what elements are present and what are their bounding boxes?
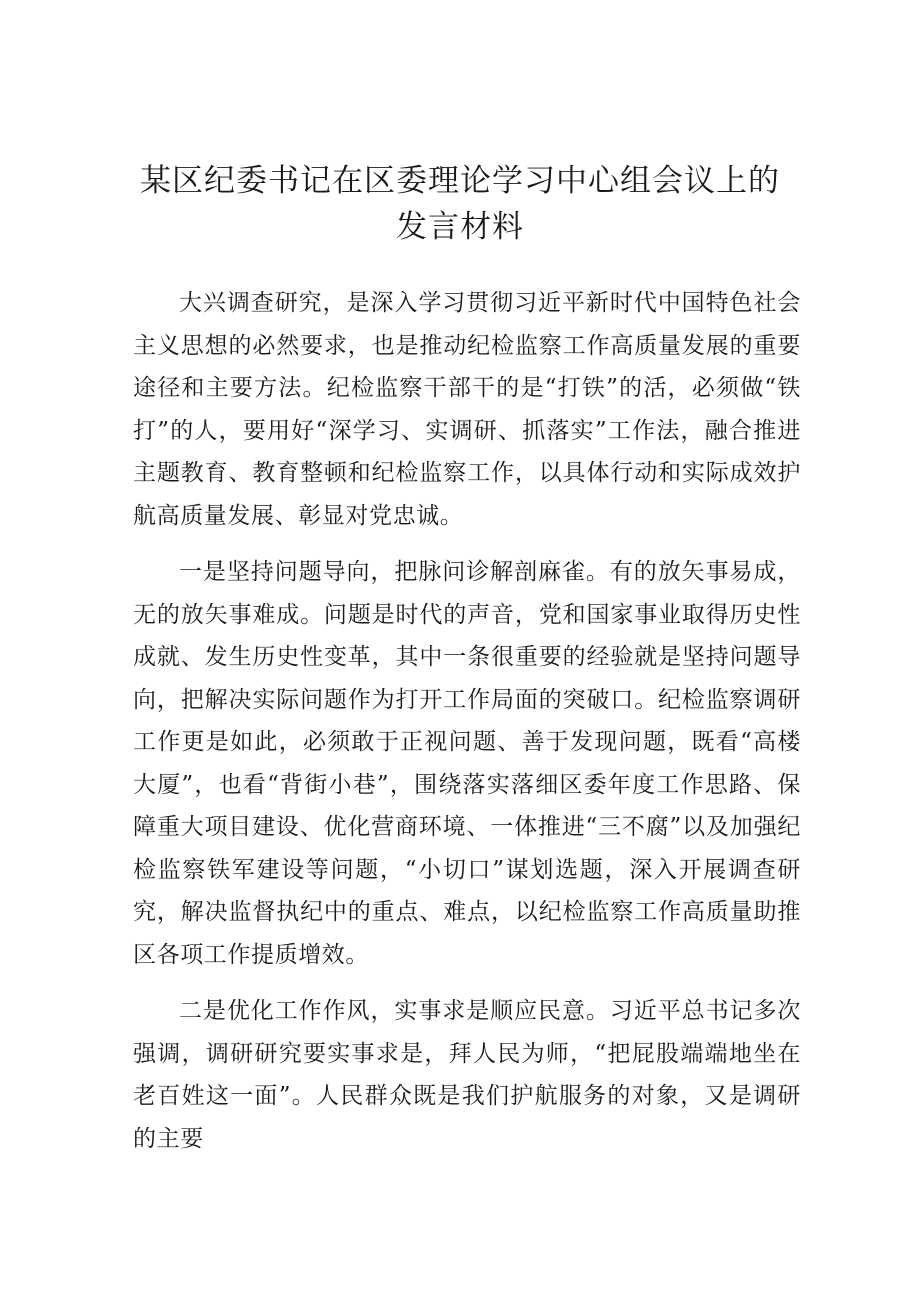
title-line-1: 某区纪委书记在区委理论学习中心组会议上的: [140, 163, 780, 199]
document-title: [110, 158, 810, 250]
paragraph-point-one: 一是坚持问题导向，把脉问诊解剖麻雀。有的放矢事易成，无的放矢事难成。问题是时代的声音，党和国家事业取得历史性成就、发生历史性变革，其中一条很重要的经验就是坚持问题导向，把解决实际问题作为打开工作局面的突破口。纪检监察调研工作更是如此，必须敢于正视问题、善于发现问题，既看“高楼大厦”，也看“背街小巷”，围绕落实落细区委年度工作思路、保障重大项目建设、优化营商环境、一体推进“三不腐”以及加强纪检监察铁军建设等问题，“小切口”谋划选题，深入开展调查研究，解决监督执纪中的重点、难点，以纪检监察工作高质量助推区各项工作提质增效。: [133, 559, 801, 968]
document-body: [133, 282, 801, 1174]
paragraph-intro: 大兴调查研究，是深入学习贯彻习近平新时代中国特色社会主义思想的必然要求，也是推动纪检监察工作高质量发展的重要途径和主要方法。纪检监察干部干的是“打铁”的活，必须做“铁打”的人，要用好“深学习、实调研、抓落实”工作法，融合推进主题教育、教育整顿和纪检监察工作，以具体行动和实际成效护航高质量发展、彰显对党忠诚。: [133, 290, 801, 529]
title-line-2: 发言材料: [396, 209, 524, 245]
paragraph-point-two: 二是优化工作作风，实事求是顺应民意。习近平总书记多次强调，调研研究要实事求是，拜人民为师，“把屁股端端地坐在老百姓这一面”。人民群众既是我们护航服务的对象，又是调研的主要: [133, 998, 801, 1152]
